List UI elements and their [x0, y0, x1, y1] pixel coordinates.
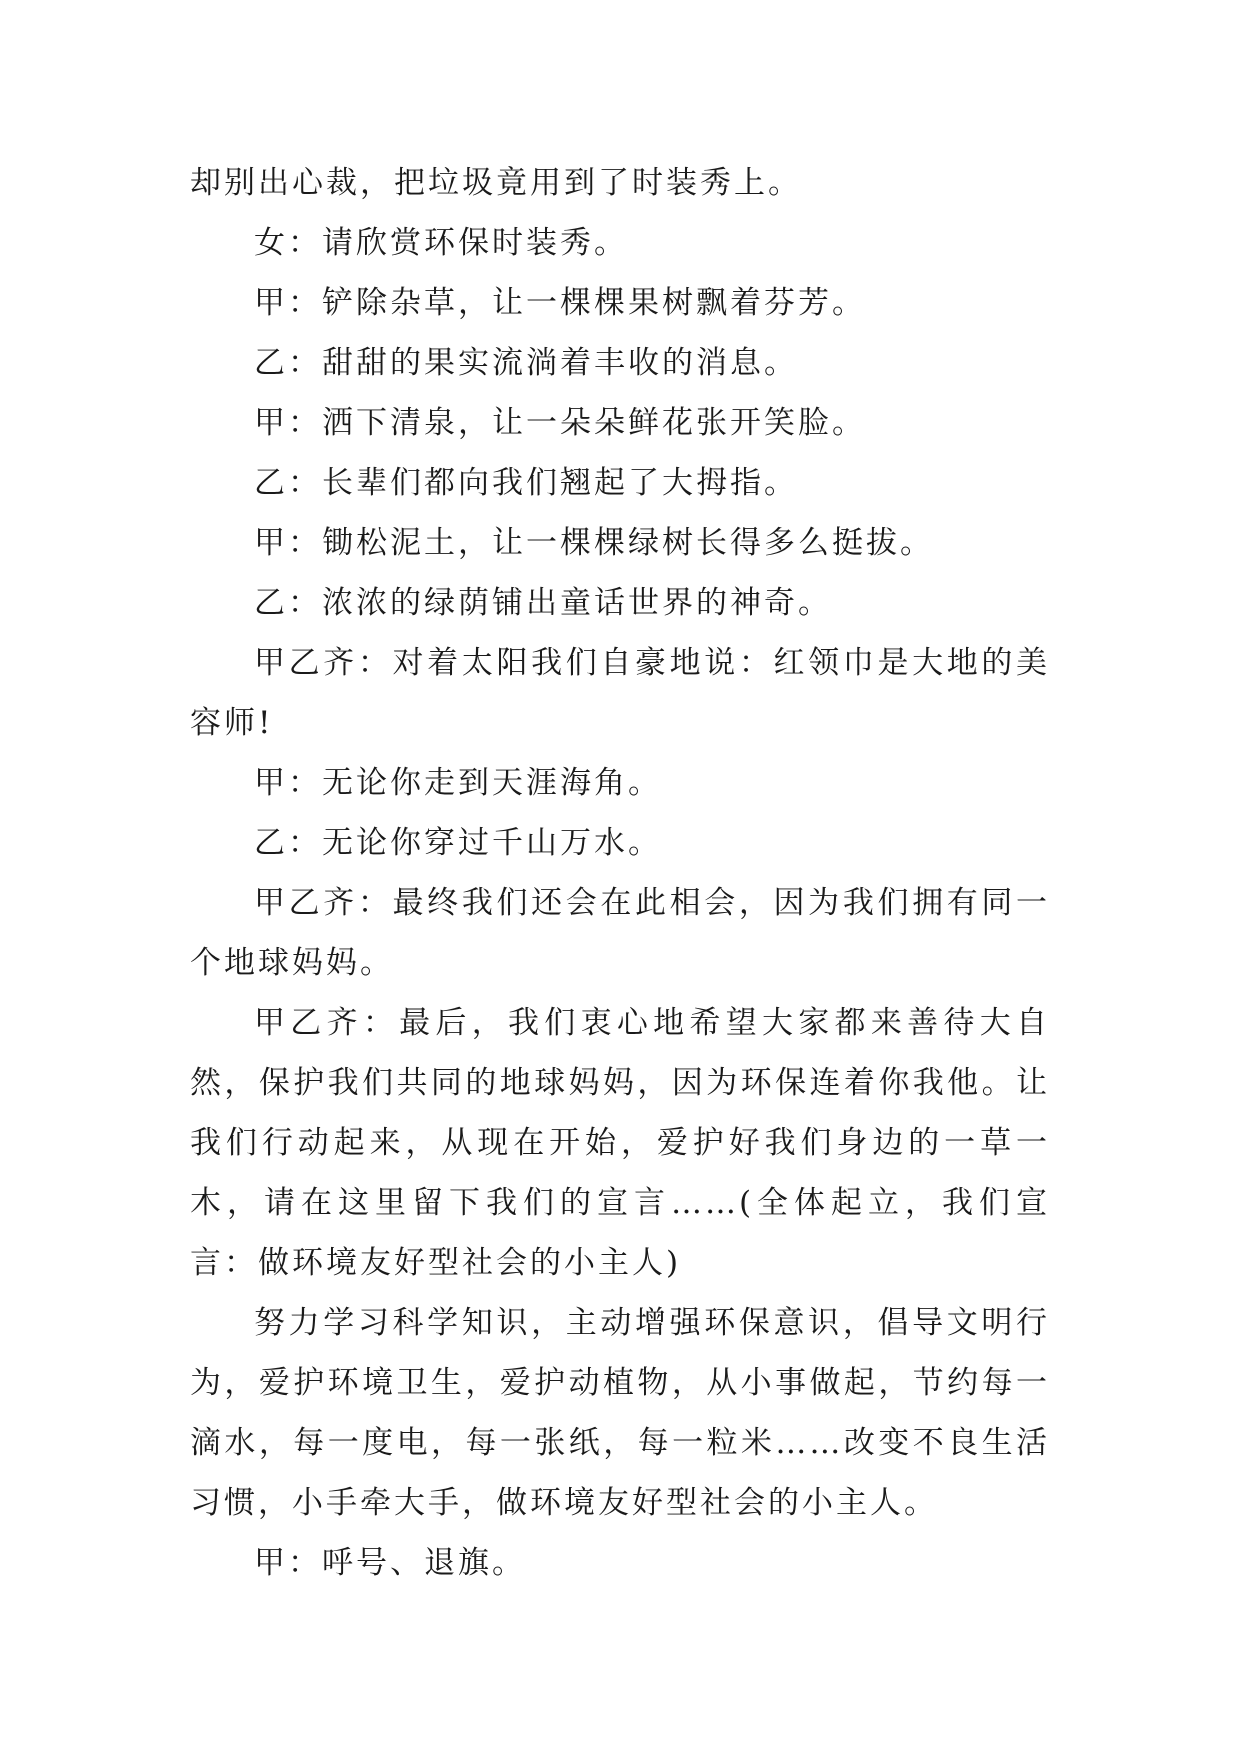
document-body — [190, 153, 1050, 1593]
paragraph-8: 乙：浓浓的绿荫铺出童话世界的神奇。 — [254, 585, 832, 621]
paragraph-6: 乙：长辈们都向我们翘起了大拇指。 — [254, 465, 798, 501]
paragraph-1: 却别出心裁，把垃圾竟用到了时装秀上。 — [190, 165, 802, 201]
paragraph-13: 甲乙齐：最后，我们衷心地希望大家都来善待大自然，保护我们共同的地球妈妈，因为环保连着你我他。让我们行动起来，从现在开始，爱护好我们身边的一草一木，请在这里留下我们的宣言……(全体起立，我们宣言：做环境友好型社会的小主人) — [190, 1005, 1050, 1281]
paragraph-7: 甲：锄松泥土，让一棵棵绿树长得多么挺拔。 — [254, 525, 934, 561]
paragraph-15: 甲：呼号、退旗。 — [254, 1545, 526, 1581]
paragraph-4: 乙：甜甜的果实流淌着丰收的消息。 — [254, 345, 798, 381]
paragraph-10: 甲：无论你走到天涯海角。 — [254, 765, 662, 801]
paragraph-3: 甲：铲除杂草，让一棵棵果树飘着芬芳。 — [254, 285, 866, 321]
paragraph-5: 甲：洒下清泉，让一朵朵鲜花张开笑脸。 — [254, 405, 866, 441]
paragraph-12: 甲乙齐：最终我们还会在此相会，因为我们拥有同一个地球妈妈。 — [190, 885, 1050, 981]
paragraph-14: 努力学习科学知识，主动增强环保意识，倡导文明行为，爱护环境卫生，爱护动植物，从小事做起，节约每一滴水，每一度电，每一张纸，每一粒米……改变不良生活习惯，小手牵大手，做环境友好型社会的小主人。 — [190, 1305, 1050, 1521]
paragraph-11: 乙：无论你穿过千山万水。 — [254, 825, 662, 861]
paragraph-2: 女：请欣赏环保时装秀。 — [254, 225, 628, 261]
paragraph-9: 甲乙齐：对着太阳我们自豪地说：红领巾是大地的美容师! — [190, 645, 1050, 741]
